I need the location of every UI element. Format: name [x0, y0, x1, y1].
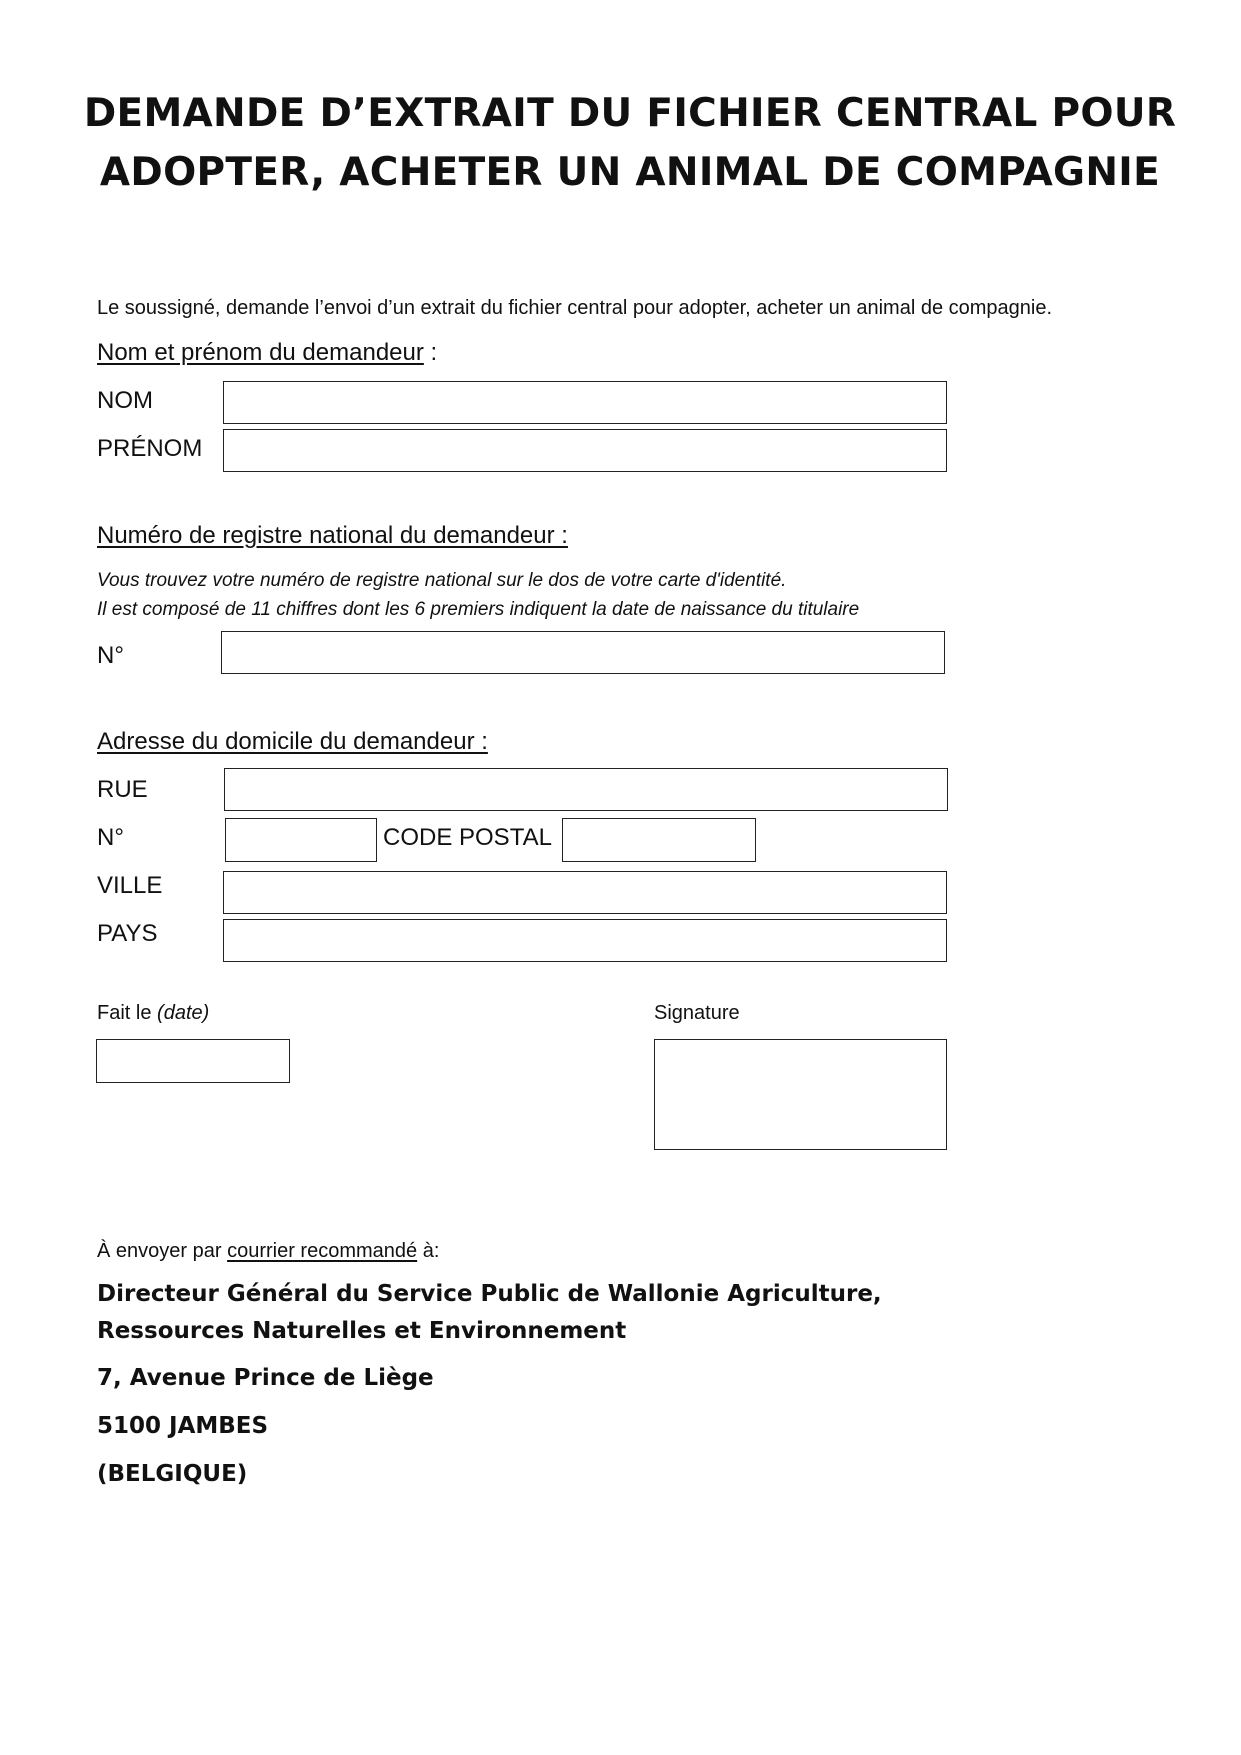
section-heading-name-suffix: : — [423, 339, 438, 366]
sending-suffix: à: — [417, 1240, 440, 1262]
code-postal-label: CODE POSTAL — [383, 824, 552, 851]
pays-field[interactable] — [223, 919, 947, 962]
intro-text: Le soussigné, demande l’envoi d’un extrait du fichier central pour adopter, acheter un animal de compagnie. — [97, 297, 1053, 319]
date-field[interactable] — [96, 1039, 290, 1083]
nom-field[interactable] — [223, 381, 947, 424]
pays-label: PAYS — [97, 920, 158, 947]
signature-label: Signature — [654, 1002, 740, 1024]
rue-label: RUE — [97, 776, 148, 803]
registre-note-line-1: Vous trouvez votre numéro de registre national sur le dos de votre carte d'identité. — [97, 570, 787, 591]
registre-note-line-2: Il est composé de 11 chiffres dont les 6 premiers indiquent la date de naissance du titulaire — [97, 599, 860, 620]
recipient-line-2: Ressources Naturelles et Environnement — [97, 1318, 627, 1344]
nom-label: NOM — [97, 387, 153, 414]
section-heading-name — [97, 338, 437, 368]
adresse-numero-label: N° — [97, 824, 124, 851]
section-heading-name-text: Nom et prénom du demandeur — [97, 339, 424, 366]
sending-prefix: À envoyer par — [97, 1240, 228, 1262]
registre-numero-field[interactable] — [221, 631, 945, 674]
prenom-field[interactable] — [223, 429, 947, 472]
section-heading-registre — [97, 521, 568, 551]
registre-numero-label: N° — [97, 642, 124, 669]
recipient-city: 5100 JAMBES — [97, 1413, 269, 1439]
adresse-numero-field[interactable] — [225, 818, 377, 862]
date-label-prefix: Fait le — [97, 1002, 158, 1024]
page-title-line-2: ADOPTER, ACHETER UN ANIMAL DE COMPAGNIE — [99, 150, 1161, 195]
rue-field[interactable] — [224, 768, 948, 811]
sending-method: courrier recommandé — [227, 1240, 418, 1262]
code-postal-field[interactable] — [562, 818, 756, 862]
recipient-street: 7, Avenue Prince de Liège — [97, 1365, 434, 1391]
signature-box[interactable] — [654, 1039, 947, 1150]
ville-field[interactable] — [223, 871, 947, 914]
recipient-country: (BELGIQUE) — [97, 1461, 248, 1487]
date-label — [97, 1000, 209, 1026]
sending-instruction — [97, 1238, 439, 1264]
ville-label: VILLE — [97, 872, 163, 899]
section-heading-registre-text: Numéro de registre national du demandeur : — [97, 522, 568, 549]
section-heading-adresse-text: Adresse du domicile du demandeur : — [97, 728, 488, 755]
section-heading-adresse — [97, 727, 488, 757]
date-label-hint: (date) — [157, 1002, 210, 1024]
prenom-label: PRÉNOM — [97, 435, 203, 462]
page-title-line-1: DEMANDE D’EXTRAIT DU FICHIER CENTRAL POUR — [83, 91, 1177, 136]
recipient-line-1: Directeur Général du Service Public de Wallonie Agriculture, — [97, 1281, 882, 1307]
